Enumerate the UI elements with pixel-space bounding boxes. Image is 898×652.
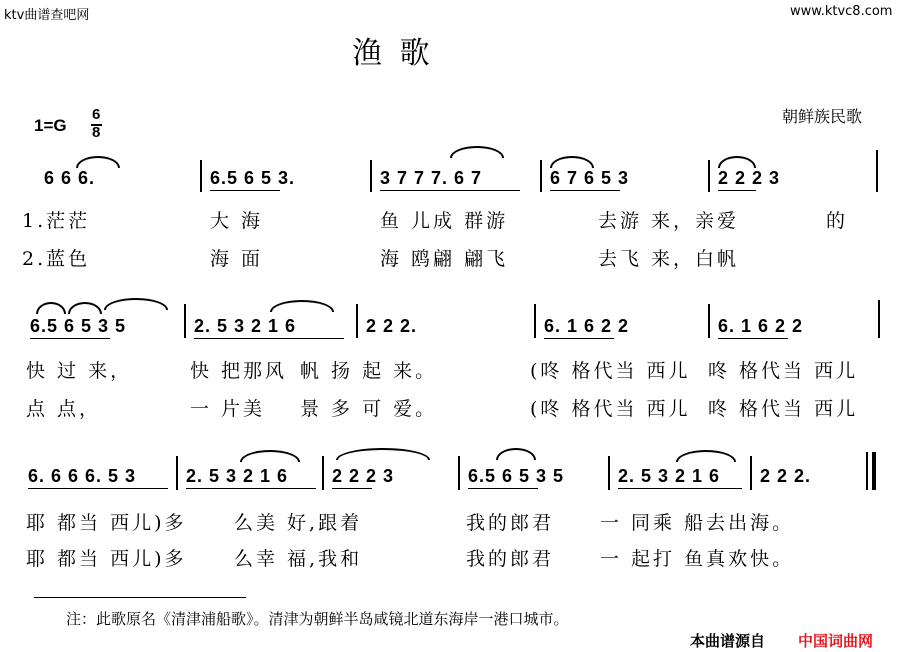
lyric-verse1: 鱼 儿成 群游 [380, 210, 509, 232]
song-title: 渔 歌 [352, 36, 434, 71]
source-label: 本曲谱源自 [690, 632, 766, 650]
beam-line [544, 338, 614, 339]
measure-notes: 2. 5 3 2 1 6 [186, 466, 289, 486]
measure-notes: 6. 6 6 6. 5 3 [28, 466, 137, 486]
bar-line [708, 304, 710, 338]
lyric-verse1: 的 [826, 210, 849, 232]
time-signature-bottom: 8 [92, 124, 101, 141]
measure-notes: 6.5 6 5 3 5 [30, 316, 127, 336]
measure-notes: 6.5 6 5 3. [210, 168, 296, 188]
measure-notes: 2 2 2 3 [332, 466, 395, 486]
bar-line [534, 304, 536, 338]
measure-notes: 2. 5 3 2 1 6 [618, 466, 721, 486]
slur-arc [550, 156, 594, 168]
lyric-verse1: 快 把那风 [190, 360, 288, 382]
end-bar-line [866, 452, 868, 490]
key-signature: 1=G [34, 116, 67, 135]
slur-arc [36, 302, 66, 314]
beam-line [550, 190, 620, 191]
measure-notes: 2 2 2 3 [718, 168, 781, 188]
beam-line [332, 488, 372, 489]
bar-line [176, 456, 178, 490]
measure-notes: 6 7 6 5 3 [550, 168, 630, 188]
beam-line [210, 190, 280, 191]
beam-line [718, 190, 756, 191]
slur-arc [68, 302, 102, 314]
lyric-verse2: 咚 格代当 西儿 [708, 398, 859, 420]
lyric-verse1: 帆 扬 起 来。 [300, 360, 438, 382]
lyric-verse1: (咚 格代当 西儿 [530, 360, 691, 382]
lyric-verse2: 耶 都当 西儿)多 [26, 548, 187, 570]
lyric-verse2: 我的郎君 [466, 548, 555, 570]
source-site-link[interactable]: 中国词曲网 [798, 632, 874, 650]
slur-arc [676, 450, 736, 462]
lyric-verse2: 海 鸥翩 翩飞 [380, 248, 509, 270]
slur-arc [270, 300, 334, 312]
watermark-left: ktv曲谱查吧网 [4, 8, 90, 23]
lyric-verse2: 一 起打 鱼真欢快。 [600, 548, 795, 570]
lyric-verse1: 一 同乘 船去出海。 [600, 512, 795, 534]
lyric-verse2: (咚 格代当 西儿 [530, 398, 691, 420]
lyric-verse2: 一 片美 [190, 398, 266, 420]
measure-notes: 3 7 7 7. 6 7 [380, 168, 483, 188]
time-signature-top: 6 [92, 106, 101, 123]
lyric-verse2: 景 多 可 爱。 [300, 398, 438, 420]
lyric-verse1: 耶 都当 西儿)多 [26, 512, 187, 534]
beam-line [28, 488, 168, 489]
measure-notes: 2. 5 3 2 1 6 [194, 316, 297, 336]
slur-arc [496, 448, 536, 460]
slur-arc [104, 298, 168, 310]
beam-line [718, 338, 788, 339]
lyric-verse1: 我的郎君 [466, 512, 555, 534]
end-bar-line-thick [872, 452, 876, 490]
slur-arc [450, 146, 504, 158]
bar-line [184, 304, 186, 338]
beam-line [468, 488, 538, 489]
beam-line [380, 190, 520, 191]
lyric-verse1: 咚 格代当 西儿 [708, 360, 859, 382]
bar-line [878, 300, 880, 338]
bar-line [200, 160, 202, 192]
lyric-verse1: 快 过 来， [26, 360, 133, 382]
beam-line [194, 338, 344, 339]
bar-line [458, 456, 460, 490]
beam-line [618, 488, 742, 489]
bar-line [322, 456, 324, 490]
slur-arc [718, 156, 756, 168]
measure-notes: 2 2 2. [366, 316, 418, 336]
measure-notes: 6. 1 6 2 2 [718, 316, 804, 336]
bar-line [370, 160, 372, 192]
bar-line [750, 456, 752, 490]
footnote-rule [34, 597, 246, 598]
footnote: 注：此歌原名《清津浦船歌》。清津为朝鲜半岛咸镜北道东海岸一港口城市。 [66, 610, 569, 628]
lyric-verse1: 1.茫茫 [22, 210, 91, 232]
slur-arc [240, 450, 300, 462]
lyric-verse2: 么幸 福,我和 [234, 548, 363, 570]
lyric-verse1: 么美 好,跟着 [234, 512, 363, 534]
lyric-verse2: 点 点， [26, 398, 102, 420]
beam-line [186, 488, 316, 489]
lyric-verse1: 去游 来，亲爱 [598, 210, 740, 232]
bar-line [540, 160, 542, 192]
watermark-right: www.ktvc8.com [790, 4, 893, 19]
lyric-verse2: 去飞 来，白帆 [598, 248, 740, 270]
measure-notes: 6 6 6. [44, 168, 96, 188]
beam-line [30, 338, 110, 339]
slur-arc [336, 448, 430, 460]
bar-line [876, 150, 878, 192]
slur-arc [76, 156, 120, 168]
bar-line [608, 456, 610, 490]
lyric-verse1: 大 海 [210, 210, 264, 232]
measure-notes: 6.5 6 5 3 5 [468, 466, 565, 486]
bar-line [356, 304, 358, 338]
measure-notes: 6. 1 6 2 2 [544, 316, 630, 336]
measure-notes: 2 2 2. [760, 466, 812, 486]
bar-line [708, 160, 710, 192]
lyric-verse2: 2.蓝色 [22, 248, 91, 270]
attribution: 朝鲜族民歌 [782, 107, 863, 126]
lyric-verse2: 海 面 [210, 248, 264, 270]
